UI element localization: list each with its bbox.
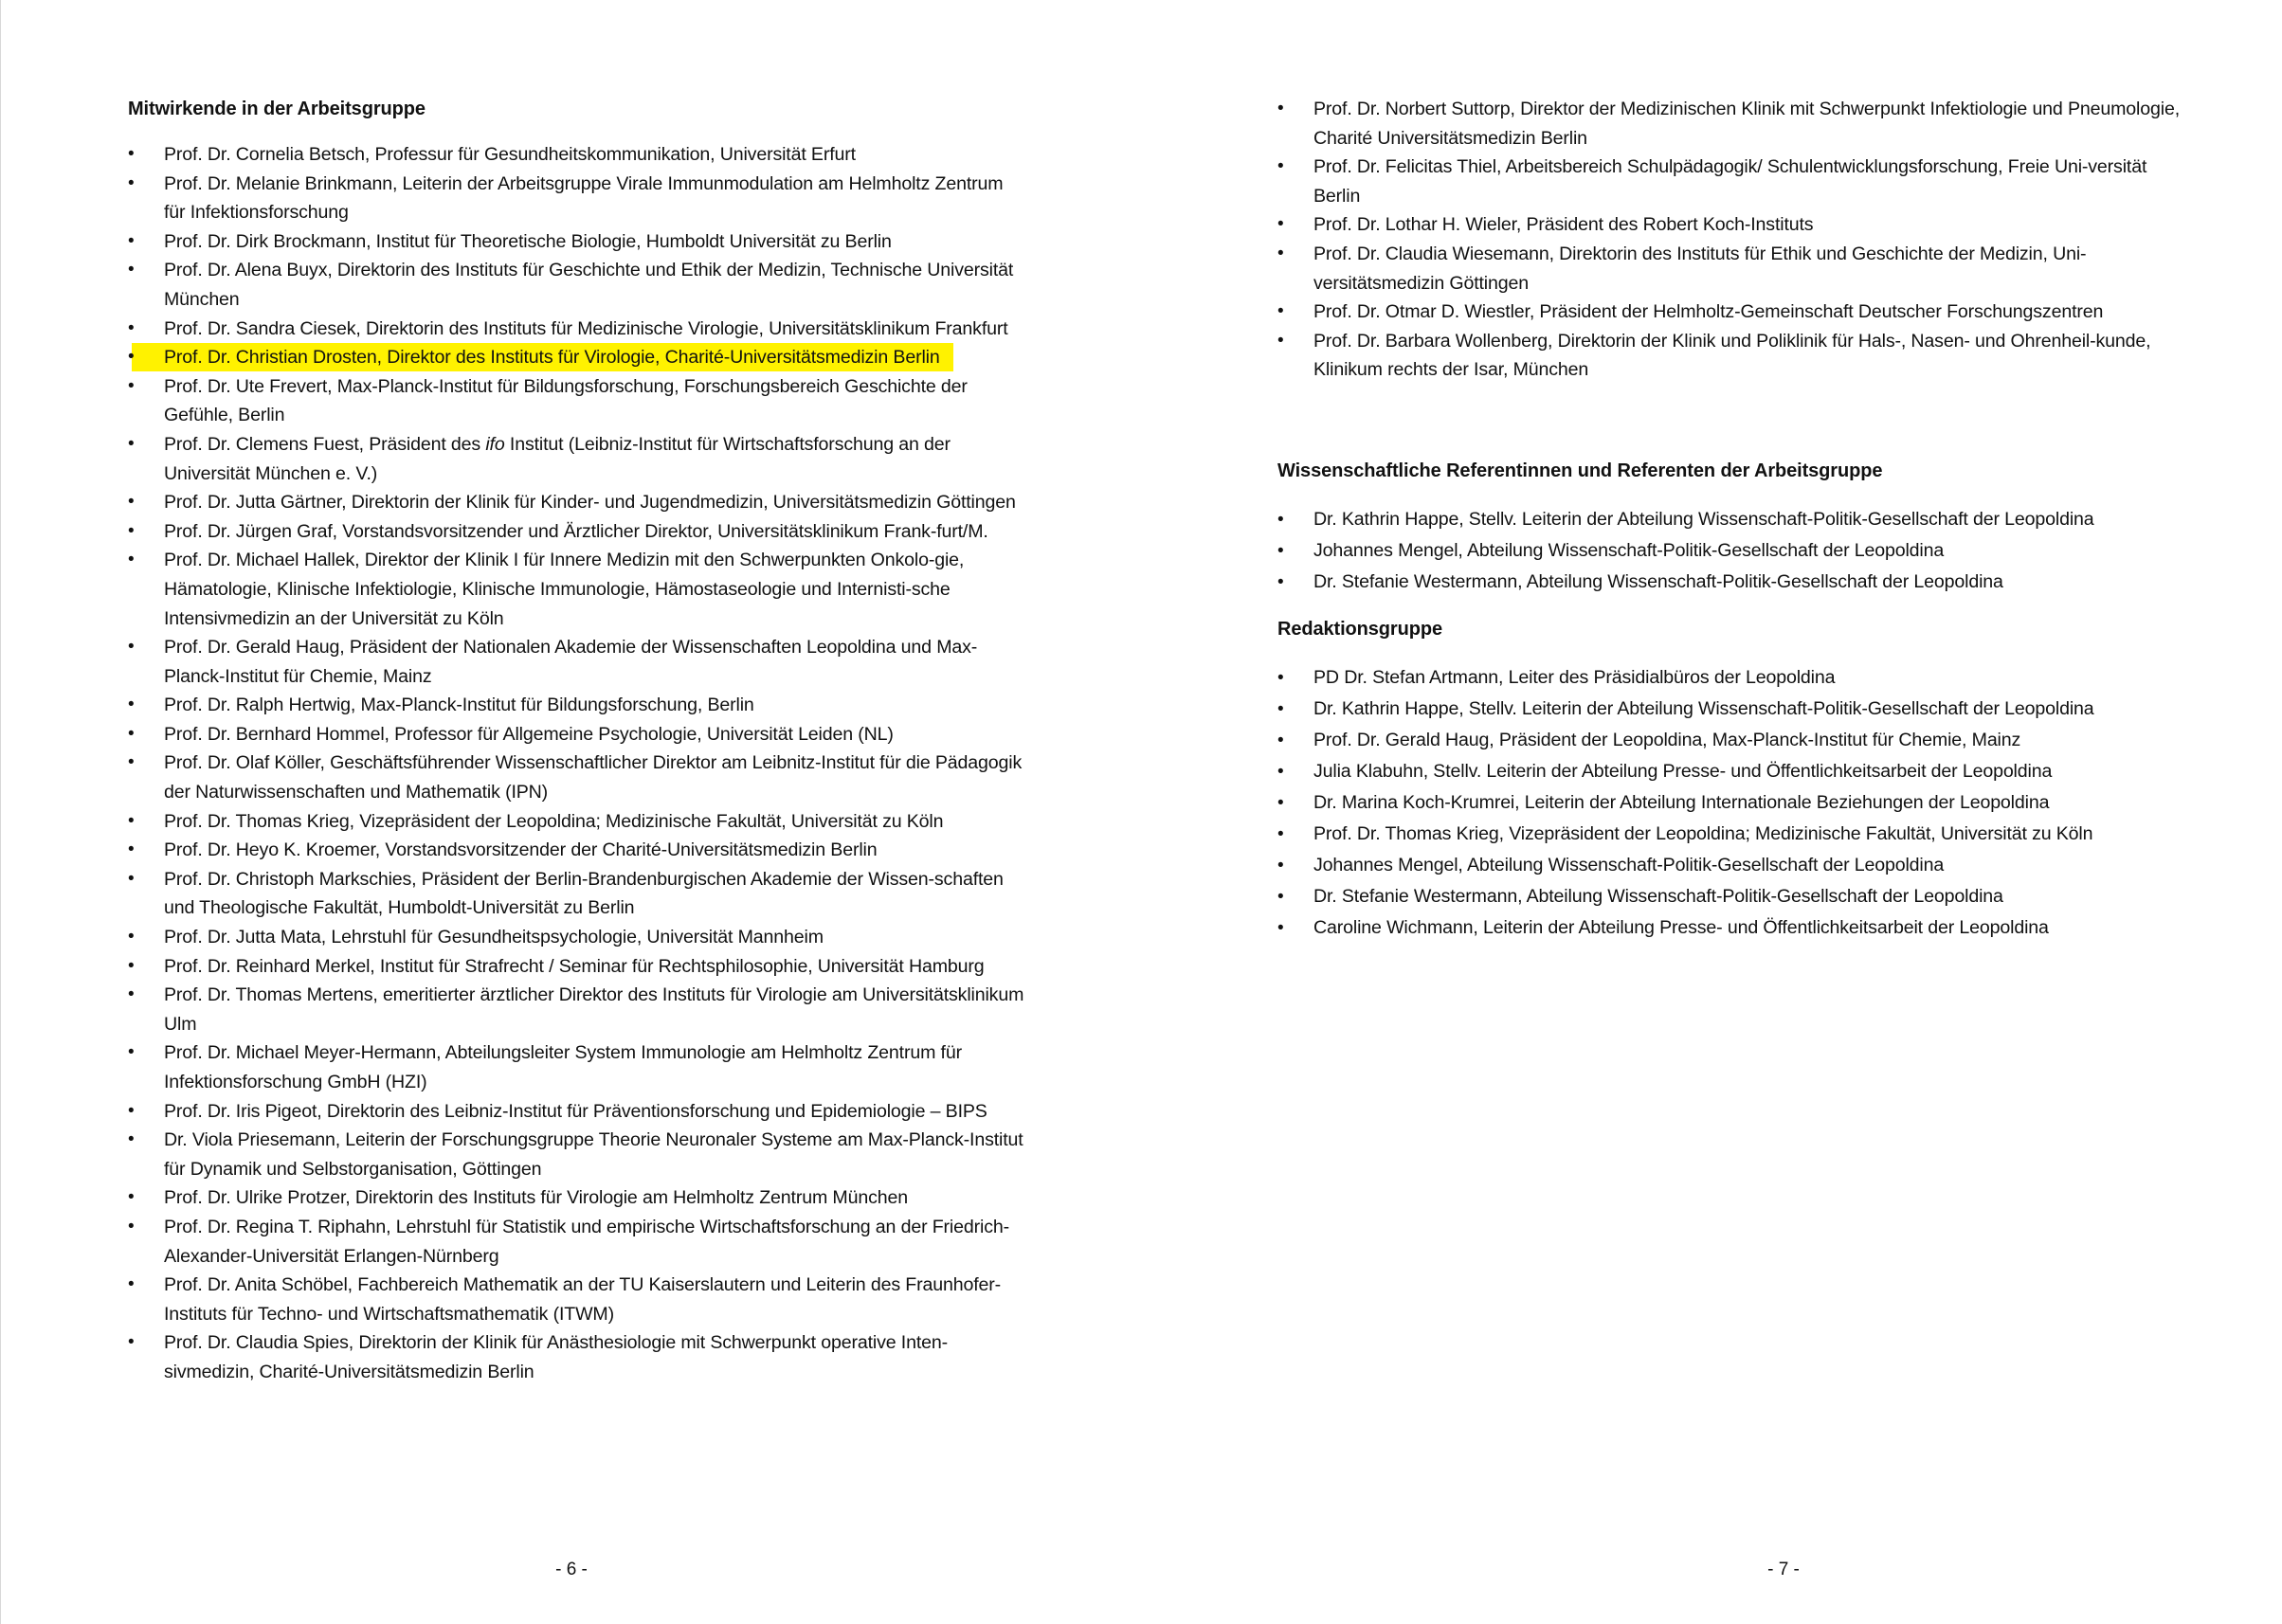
list-item: • Prof. Dr. Jutta Mata, Lehrstuhl für Gesundheitspsychologie, Universität Mannheim	[128, 923, 1028, 952]
page-number: - 6 -	[555, 1560, 588, 1579]
right-column	[1277, 95, 2187, 944]
list-item-highlighted	[128, 343, 1028, 372]
bullet-icon: •	[1277, 917, 1284, 938]
list-item: • Prof. Dr. Ute Frevert, Max-Planck-Institut für Bildungsforschung, Forschungsbereich Geschichte der Gefühle, Berlin	[128, 372, 1028, 430]
bullet-icon: •	[1277, 823, 1284, 844]
list-item: • Prof. Dr. Melanie Brinkmann, Leiterin der Arbeitsgruppe Virale Immunmodulation am Helmholtz Zentrum für Infektionsforschung	[128, 170, 1028, 227]
contributors-list-continued	[1277, 95, 2187, 385]
list-item: • Prof. Dr. Cornelia Betsch, Professur für Gesundheitskommunikation, Universität Erfurt	[128, 140, 1028, 170]
bullet-icon: •	[128, 1216, 135, 1236]
list-item: • Dr. Kathrin Happe, Stellv. Leiterin der Abteilung Wissenschaft-Politik-Gesellschaft der Leopoldina	[1277, 504, 2187, 535]
bullet-icon: •	[128, 1187, 135, 1208]
bullet-icon: •	[1277, 301, 1284, 322]
list-item: • Prof. Dr. Thomas Krieg, Vizepräsident der Leopoldina; Medizinische Fakultät, Universität zu Köln	[128, 807, 1028, 837]
list-item: • Prof. Dr. Otmar D. Wiestler, Präsident der Helmholtz-Gemeinschaft Deutscher Forschungszentren	[1277, 298, 2187, 327]
bullet-icon: •	[128, 752, 135, 773]
list-item: • Prof. Dr. Anita Schöbel, Fachbereich Mathematik an der TU Kaiserslautern und Leiterin des Fraunhofer-Instituts für Techno- und Wirtschaftsmathematik (ITWM)	[128, 1271, 1028, 1328]
bullet-icon: •	[128, 723, 135, 744]
bullet-icon: •	[1277, 243, 1284, 263]
section-heading-referenten: Wissenschaftliche Referentinnen und Referenten der Arbeitsgruppe	[1277, 460, 1883, 481]
bullet-icon: •	[128, 984, 135, 1005]
list-item: • Prof. Dr. Lothar H. Wieler, Präsident des Robert Koch-Instituts	[1277, 210, 2187, 240]
bullet-icon: •	[128, 375, 135, 396]
list-item: • Prof. Dr. Iris Pigeot, Direktorin des Leibniz-Institut für Präventionsforschung und Epidemiologie – BIPS	[128, 1097, 1028, 1127]
list-item: • Prof. Dr. Alena Buyx, Direktorin des Instituts für Geschichte und Ethik der Medizin, Technische Universität München	[128, 256, 1028, 314]
list-item: • Prof. Dr. Jutta Gärtner, Direktorin der Klinik für Kinder- und Jugendmedizin, Universitätsmedizin Göttingen	[128, 488, 1028, 517]
bullet-icon: •	[1277, 855, 1284, 875]
list-item: • Prof. Dr. Ralph Hertwig, Max-Planck-Institut für Bildungsforschung, Berlin	[128, 691, 1028, 720]
bullet-icon: •	[128, 1100, 135, 1121]
bullet-icon: •	[128, 347, 135, 368]
list-item: • Prof. Dr. Sandra Ciesek, Direktorin des Instituts für Medizinische Virologie, Universitätsklinikum Frankfurt	[128, 315, 1028, 344]
list-item: • Prof. Dr. Michael Hallek, Direktor der Klinik I für Innere Medizin mit den Schwerpunkten Onkolo-gie, Hämatologie, Klinische Infektiologie, Klinische Immunologie, Hämostaseologie und Internisti-sche Intensivmedizin an der Universität zu Köln	[128, 546, 1028, 633]
list-item: • Caroline Wichmann, Leiterin der Abteilung Presse- und Öffentlichkeitsarbeit der Leopoldina	[1277, 912, 2187, 944]
bullet-icon: •	[1277, 667, 1284, 688]
page-number: - 7 -	[1767, 1560, 1800, 1579]
list-item: • Dr. Kathrin Happe, Stellv. Leiterin der Abteilung Wissenschaft-Politik-Gesellschaft der Leopoldina	[1277, 694, 2187, 725]
list-item: • Prof. Dr. Barbara Wollenberg, Direktorin der Klinik und Poliklinik für Hals-, Nasen- und Ohrenheil-kunde, Klinikum rechts der Isar, München	[1277, 327, 2187, 385]
bullet-icon: •	[128, 637, 135, 658]
redaktion-list	[1277, 662, 2187, 944]
referenten-list	[1277, 504, 2187, 598]
bullet-icon: •	[128, 1274, 135, 1295]
list-item: • Johannes Mengel, Abteilung Wissenschaft-Politik-Gesellschaft der Leopoldina	[1277, 850, 2187, 881]
bullet-icon: •	[1277, 214, 1284, 235]
list-item: • Johannes Mengel, Abteilung Wissenschaft-Politik-Gesellschaft der Leopoldina	[1277, 535, 2187, 567]
bullet-icon: •	[128, 839, 135, 860]
list-item: • Prof. Dr. Clemens Fuest, Präsident des ifo Institut (Leibniz-Institut für Wirtschaftsforschung an der Universität München e. V.)	[128, 430, 1028, 488]
list-item: • Prof. Dr. Norbert Suttorp, Direktor der Medizinischen Klinik mit Schwerpunkt Infektiologie und Pneumologie, Charité Universitätsmedizin Berlin	[1277, 95, 2187, 153]
bullet-icon: •	[128, 230, 135, 251]
bullet-icon: •	[1277, 698, 1284, 719]
list-item: • Prof. Dr. Regina T. Riphahn, Lehrstuhl für Statistik und empirische Wirtschaftsforschung an der Friedrich-Alexander-Universität Erlangen-Nürnberg	[128, 1213, 1028, 1271]
list-item: • Prof. Dr. Claudia Wiesemann, Direktorin des Instituts für Ethik und Geschichte der Medizin, Uni-versitätsmedizin Göttingen	[1277, 240, 2187, 298]
section-heading-redaktionsgruppe: Redaktionsgruppe	[1277, 618, 1442, 640]
bullet-icon: •	[1277, 156, 1284, 177]
list-item: • Prof. Dr. Gerald Haug, Präsident der Leopoldina, Max-Planck-Institut für Chemie, Mainz	[1277, 725, 2187, 756]
list-item: • Julia Klabuhn, Stellv. Leiterin der Abteilung Presse- und Öffentlichkeitsarbeit der Leopoldina	[1277, 756, 2187, 787]
bullet-icon: •	[128, 260, 135, 280]
list-item: • Prof. Dr. Reinhard Merkel, Institut für Strafrecht / Seminar für Rechtsphilosophie, Universität Hamburg	[128, 952, 1028, 982]
list-item: • Dr. Marina Koch-Krumrei, Leiterin der Abteilung Internationale Beziehungen der Leopoldina	[1277, 787, 2187, 819]
bullet-icon: •	[1277, 509, 1284, 530]
list-item: • Dr. Stefanie Westermann, Abteilung Wissenschaft-Politik-Gesellschaft der Leopoldina	[1277, 567, 2187, 598]
list-item: • Prof. Dr. Ulrike Protzer, Direktorin des Instituts für Virologie am Helmholtz Zentrum München	[128, 1183, 1028, 1213]
list-item: • PD Dr. Stefan Artmann, Leiter des Präsidialbüros der Leopoldina	[1277, 662, 2187, 694]
bullet-icon: •	[128, 433, 135, 454]
bullet-icon: •	[128, 868, 135, 889]
bullet-icon: •	[128, 695, 135, 715]
list-item: • Prof. Dr. Felicitas Thiel, Arbeitsbereich Schulpädagogik/ Schulentwicklungsforschung, Freie Uni-versität Berlin	[1277, 153, 2187, 210]
bullet-icon: •	[128, 172, 135, 193]
contributors-list	[128, 140, 1028, 1387]
list-item: • Prof. Dr. Claudia Spies, Direktorin der Klinik für Anästhesiologie mit Schwerpunkt operative Inten-sivmedizin, Charité-Universitätsmedizin Berlin	[128, 1328, 1028, 1386]
list-item: • Prof. Dr. Olaf Köller, Geschäftsführender Wissenschaftlicher Direktor am Leibnitz-Institut für die Pädagogik der Naturwissenschaften und Mathematik (IPN)	[128, 749, 1028, 806]
bullet-icon: •	[1277, 886, 1284, 907]
bullet-icon: •	[1277, 571, 1284, 592]
left-column	[128, 95, 1028, 1387]
bullet-icon: •	[128, 1042, 135, 1063]
bullet-icon: •	[1277, 792, 1284, 813]
list-item: • Prof. Dr. Gerald Haug, Präsident der Nationalen Akademie der Wissenschaften Leopoldina und Max-Planck-Institut für Chemie, Mainz	[128, 633, 1028, 691]
page-7	[1141, 0, 2282, 1624]
bullet-icon: •	[128, 927, 135, 947]
section-heading-mitwirkende: Mitwirkende in der Arbeitsgruppe	[128, 99, 426, 119]
bullet-icon: •	[128, 1332, 135, 1353]
list-item: • Dr. Stefanie Westermann, Abteilung Wissenschaft-Politik-Gesellschaft der Leopoldina	[1277, 881, 2187, 912]
bullet-icon: •	[128, 520, 135, 541]
list-item: • Prof. Dr. Christoph Markschies, Präsident der Berlin-Brandenburgischen Akademie der Wissen-schaften und Theologische Fakultät, Humboldt-Universität zu Berlin	[128, 865, 1028, 923]
bullet-icon: •	[1277, 761, 1284, 782]
bullet-icon: •	[1277, 540, 1284, 561]
list-item: • Prof. Dr. Dirk Brockmann, Institut für Theoretische Biologie, Humboldt Universität zu Berlin	[128, 227, 1028, 257]
list-item: • Dr. Viola Priesemann, Leiterin der Forschungsgruppe Theorie Neuronaler Systeme am Max-Planck-Institut für Dynamik und Selbstorganisation, Göttingen	[128, 1126, 1028, 1183]
bullet-icon: •	[128, 144, 135, 164]
bullet-icon: •	[128, 955, 135, 976]
bullet-icon: •	[128, 550, 135, 570]
bullet-icon: •	[1277, 99, 1284, 118]
bullet-icon: •	[128, 1129, 135, 1150]
bullet-icon: •	[128, 810, 135, 831]
highlighted-text: Prof. Dr. Christian Drosten, Direktor des Instituts für Virologie, Charité-Universitätsmedizin Berlin	[164, 343, 940, 371]
list-item: • Prof. Dr. Michael Meyer-Hermann, Abteilungsleiter System Immunologie am Helmholtz Zentrum für Infektionsforschung GmbH (HZI)	[128, 1038, 1028, 1096]
bullet-icon: •	[1277, 730, 1284, 750]
bullet-icon: •	[128, 492, 135, 513]
list-item: • Prof. Dr. Heyo K. Kroemer, Vorstandsvorsitzender der Charité-Universitätsmedizin Berlin	[128, 836, 1028, 865]
list-item: • Prof. Dr. Bernhard Hommel, Professor für Allgemeine Psychologie, Universität Leiden (NL)	[128, 720, 1028, 749]
bullet-icon: •	[128, 317, 135, 338]
list-item: • Prof. Dr. Thomas Mertens, emeritierter ärztlicher Direktor des Instituts für Virologie am Universitätsklinikum Ulm	[128, 981, 1028, 1038]
list-item: • Prof. Dr. Thomas Krieg, Vizepräsident der Leopoldina; Medizinische Fakultät, Universität zu Köln	[1277, 819, 2187, 850]
bullet-icon: •	[1277, 330, 1284, 351]
list-item: • Prof. Dr. Jürgen Graf, Vorstandsvorsitzender und Ärztlicher Direktor, Universitätsklinikum Frank-furt/M.	[128, 517, 1028, 547]
